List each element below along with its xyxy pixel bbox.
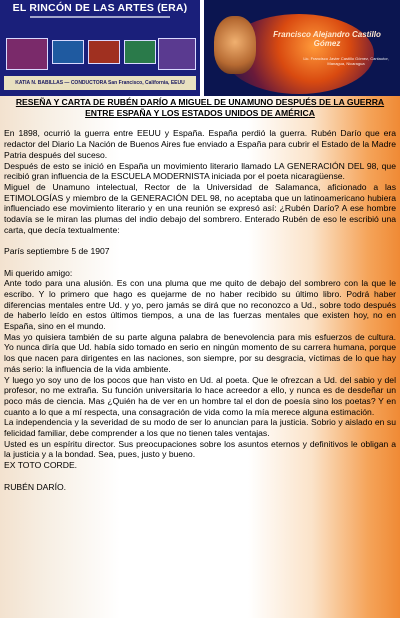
letter-paragraph: Usted es un espíritu director. Sus preocupaciones sobre los asuntos eternos y definitivos le obligan a la justicia y a la bondad. Sea, pues, justo y bueno.: [4, 438, 396, 460]
portrait-image: [214, 16, 256, 74]
banner-photo: [52, 40, 84, 64]
banner-title: EL RINCÓN DE LAS ARTES (ERA): [12, 2, 188, 14]
letter-date: París septiembre 5 de 1907: [4, 246, 110, 257]
article: [4, 97, 396, 492]
banner-host-label: KATIA N. BABILLAS — CONDUCTORA San Francisco, California, EEUU: [4, 76, 196, 90]
article-paragraph: En 1898, ocurrió la guerra entre EEUU y España. España perdió la guerra. Rubén Darío que era redactor del Diario La Nación de Buenos Aires fue enviado a España para cubrir el Estado de la Madre Patria después del suceso.: [4, 128, 396, 160]
letter-salutation: Mi querido amigo:: [4, 267, 73, 278]
letter-paragraph: Y luego yo soy uno de los pocos que han visto en Ud. al poeta. Que le ofrezcan a Ud. del sabio y del profesor, no me extraña. Su función universitaria lo hace acreedor a ello, y nunca es de desdeñar un poco más de ciencia. Mas ¿Quién ha de ver en un hombre tal el don de poesía sino los poetas? Y en cuanto a lo que a mí respecta, una consagración de vida como la mía merece alguna estimación.: [4, 374, 396, 417]
letter-paragraph: Mas yo quisiera también de su parte alguna palabra de benevolencia para mis esfuerzos de cultura. Yo nunca diría que Ud. había sido tomado en serio en ningún momento de su carrera humana, porque los que nacen para dirigentes en las naciones, son siempre, por su desgracia, víctimas de lo que hay más serio: la influencia de la vida ambiente.: [4, 331, 396, 374]
banner-photo: [88, 40, 120, 64]
banner-photo: [6, 38, 48, 70]
banner-left-panel: [0, 0, 200, 96]
banner-author-name: Francisco Alejandro Castillo Gómez: [273, 30, 381, 48]
banner-photo: [158, 38, 196, 70]
banner-right-panel: [204, 0, 400, 96]
letter-paragraph: Ante todo para una alusión. Es con una pluma que me quito de debajo del sombrero con la que le escribo. Y lo primero que hago es quejarme de no haber recibido su último libro. Podrá haber diferencias mentales entre Ud. y yo, pero jamás se dirá que no reconozco a Ud., sobre todo después de haberlo leído en estos últimos tiempos, a una de las fuerzas mentales que existen hoy, no en España, sino en el mundo.: [4, 278, 396, 332]
article-headline: RESEÑA Y CARTA DE RUBÉN DARÍO A MIGUEL DE UNAMUNO DESPUÉS DE LA GUERRA ENTRE ESPAÑA Y LOS ESTADOS UNIDOS DE AMÉRICA: [15, 97, 385, 118]
letter-paragraph: La independencia y la severidad de su modo de ser lo anuncian para la justicia. Sobrio y aislado en su felicidad familiar, debe comprender a los que no tienen tales ventajas.: [4, 417, 396, 439]
article-paragraph: Después de esto se inició en España un movimiento literario llamado LA GENERACIÓN DEL 98, que recibió gran influencia de la ESCUELA MODERNISTA iniciada por el poeta nicaragüense.: [4, 160, 396, 182]
banner-author-credit: Lic. Francisco Javier Castillo Gómez, Cantautor, Managua, Nicaragua: [303, 56, 389, 66]
banner-photo: [124, 40, 156, 64]
letter-signature: RUBÉN DARÍO.: [4, 481, 67, 492]
letter-closing: EX TOTO CORDE.: [4, 460, 78, 471]
header-banner: [0, 0, 400, 96]
banner-divider: [30, 16, 170, 18]
article-paragraph: Miguel de Unamuno intelectual, Rector de la Universidad de Salamanca, aficionado a las ETIMOLOGÍAS y miembro de la GENERACIÓN DEL 98, no aceptaba que un latinoamericano hubiera influenciado ese movimiento literario y en una reunión se expresó así: ¿Rubén Darío? A ese hombre todavía se le miran las plumas del indio debajo del sombrero. Enterado Rubén de eso le escribió una carta, que decía textualmente:: [4, 181, 396, 235]
